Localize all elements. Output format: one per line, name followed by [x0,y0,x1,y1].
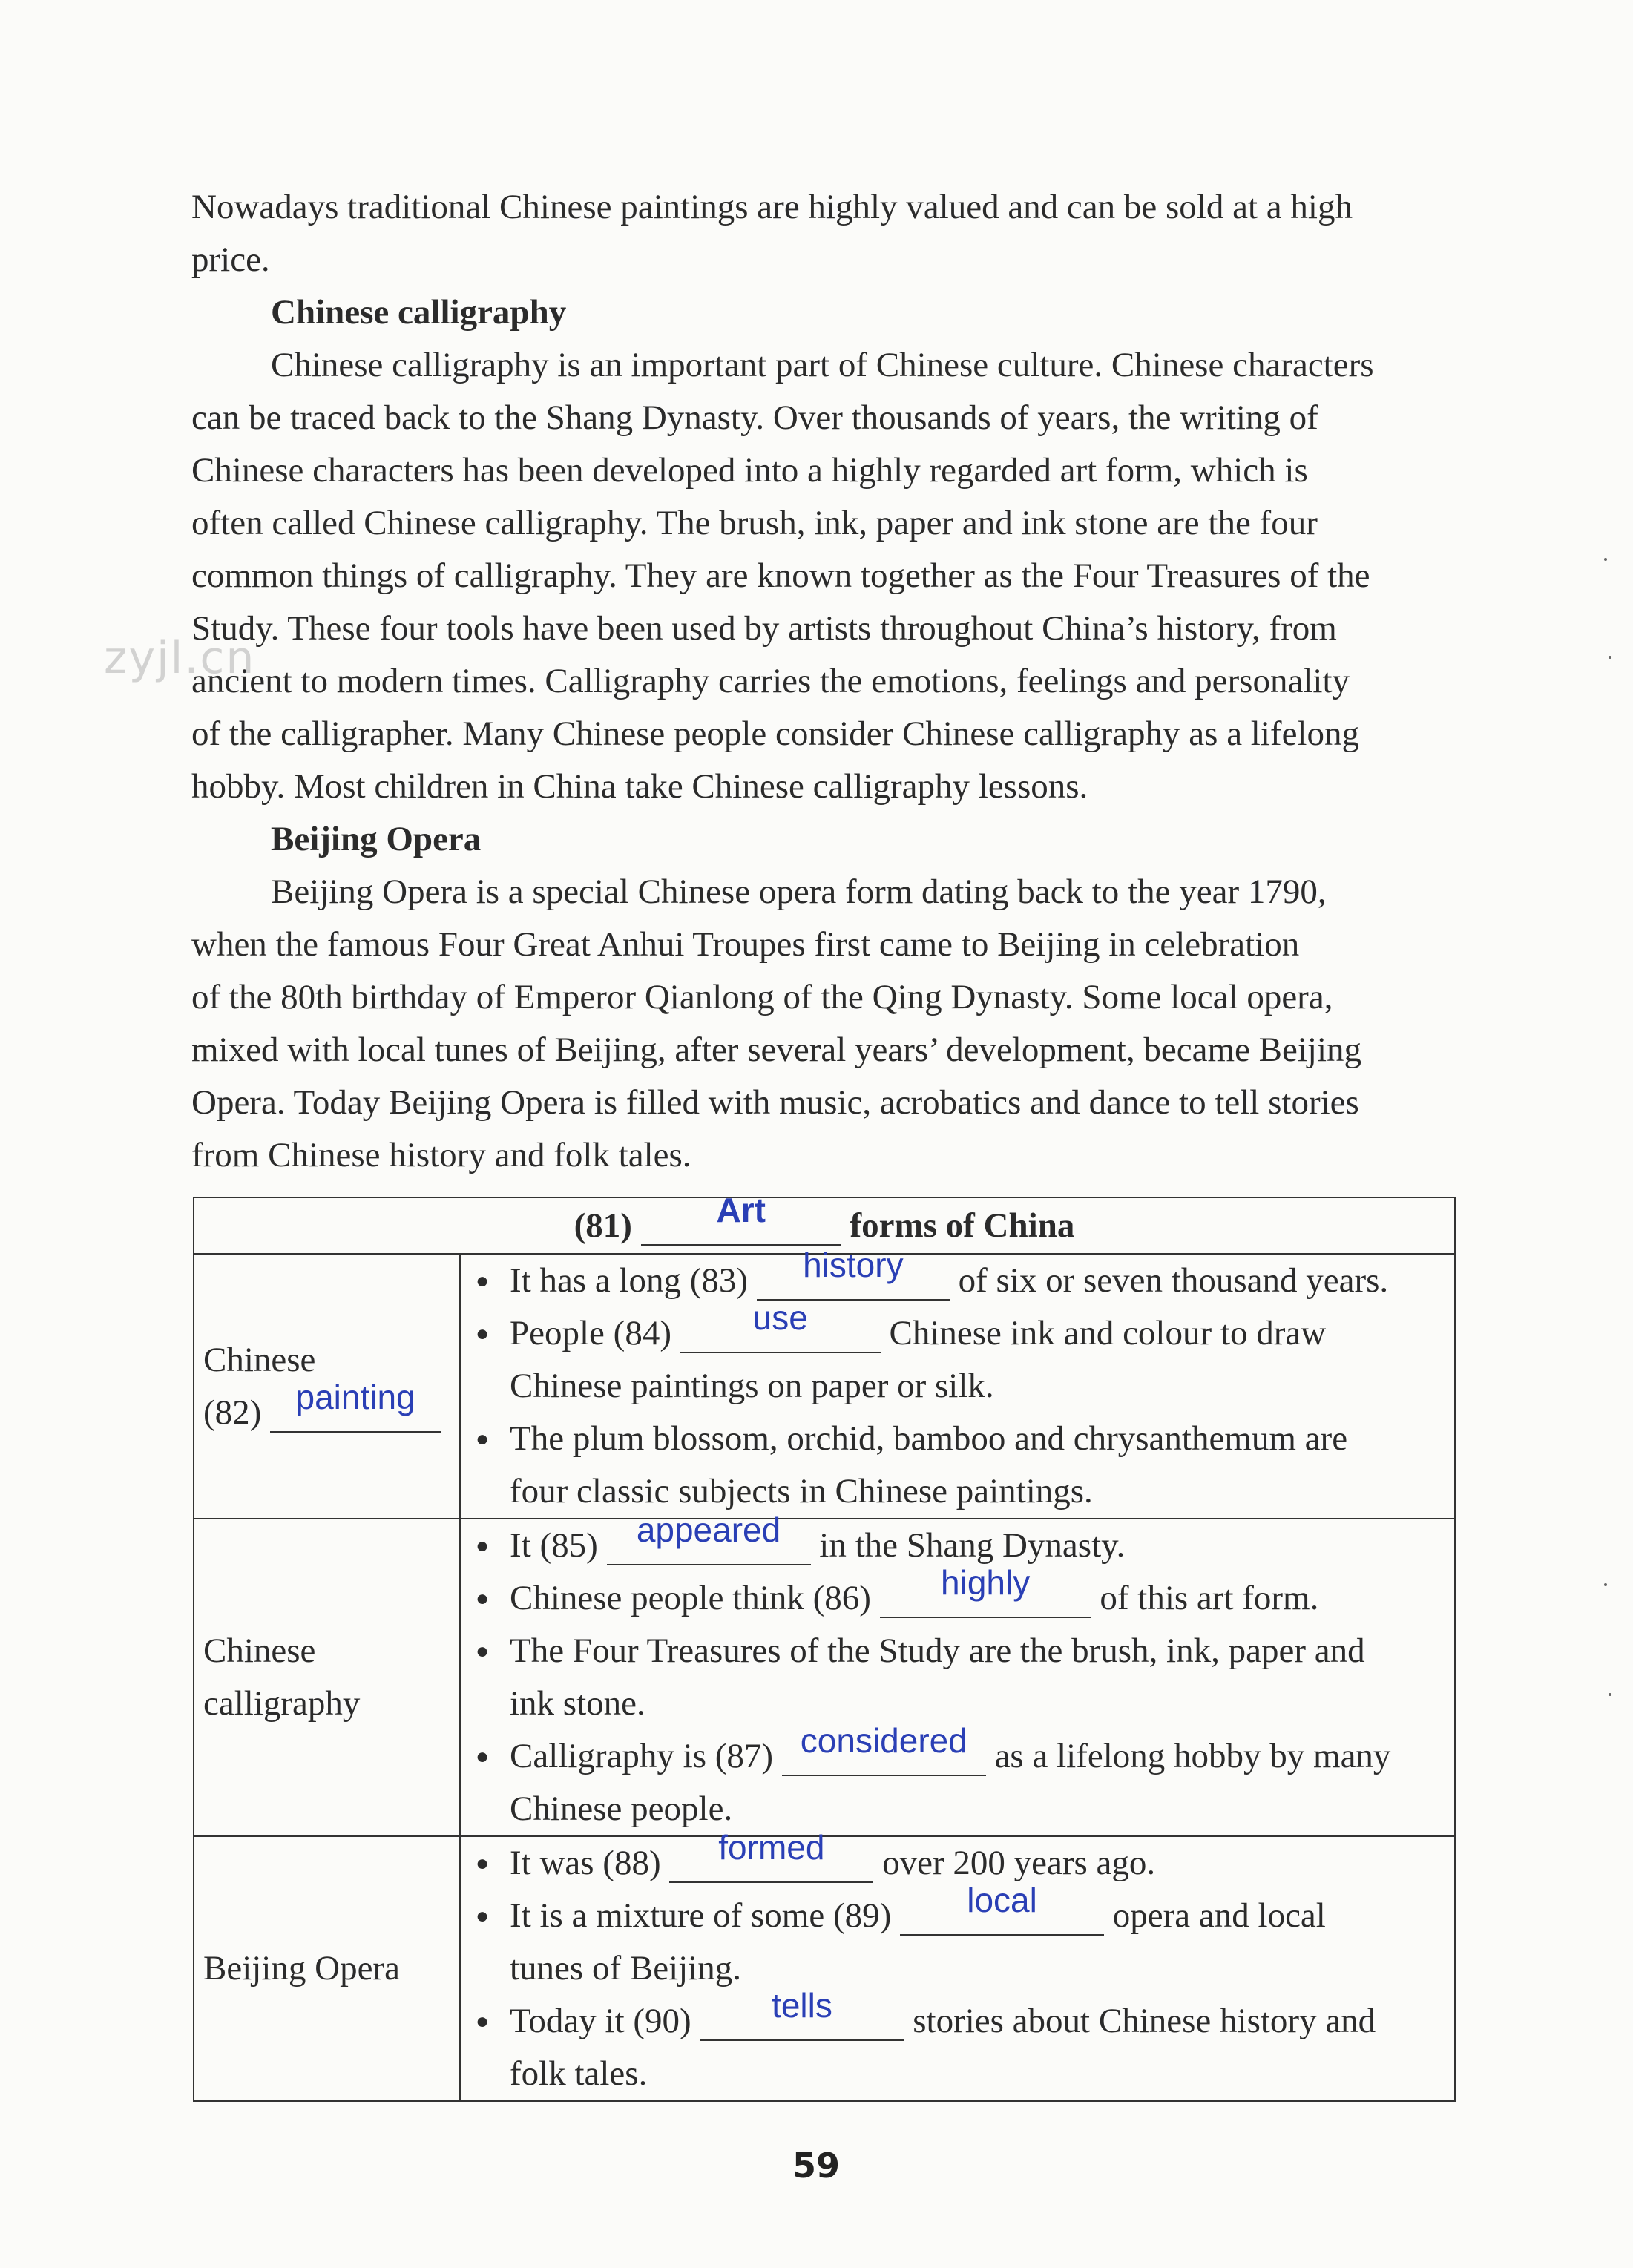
row-label-painting [194,1254,460,1519]
bullet-item: ● Chinese people think (86) highly of this art form. [473,1572,1454,1625]
paragraph-line: when the famous Four Great Anhui Troupes first came to Beijing in celebration [191,925,1300,964]
bullet-list [473,1246,1454,1518]
paragraph-line: Beijing Opera is a special Chinese opera form dating back to the year 1790, [271,872,1327,911]
answer-blank[interactable] [782,1721,986,1776]
paragraph-line: can be traced back to the Shang Dynasty. Over thousands of years, the writing of [191,398,1318,437]
paragraph-line: Chinese calligraphy is an important part of Chinese culture. Chinese characters [271,346,1374,384]
handwritten-answer: use [752,1298,808,1337]
bullet-item: ● People (84) use Chinese ink and colour to draw Chinese paintings on paper or silk. [473,1307,1454,1413]
row-content-opera [460,1828,1455,2101]
paragraph-line: Opera. Today Beijing Opera is filled with music, acrobatics and dance to tell stories [191,1083,1359,1122]
table-row [194,1254,1455,1519]
question-number: (81) [574,1206,632,1245]
handwritten-answer: considered [800,1721,967,1760]
section-heading-opera: Beijing Opera [271,820,482,858]
label-text [203,1377,459,1439]
bullet-item: ● Calligraphy is (87) considered as a lifelong hobby by many Chinese people. [473,1730,1454,1835]
answer-blank[interactable] [880,1563,1091,1618]
watermark: zyjl.cn [104,632,256,684]
paragraph-line: Chinese characters has been developed into a highly regarded art form, which is [191,451,1308,490]
scan-speck [1604,558,1607,561]
bullet-list [473,1828,1454,2100]
paragraph-line: hobby. Most children in China take Chinese calligraphy lessons. [191,767,1088,806]
paragraph-line: ancient to modern times. Calligraphy carries the emotions, feelings and personality [191,662,1350,700]
paragraph-line: of the calligrapher. Many Chinese people consider Chinese calligraphy as a lifelong [191,714,1359,753]
handwritten-answer: highly [941,1563,1031,1602]
bullet-item: ● It (85) appeared in the Shang Dynasty. [473,1519,1454,1572]
bullet-list [473,1511,1454,1835]
bullet-item: ● It was (88) formed over 200 years ago. [473,1837,1454,1890]
answer-blank[interactable] [607,1511,811,1565]
paragraph-line: mixed with local tunes of Beijing, after several years’ development, became Beijing [191,1031,1362,1069]
intro-line: Nowadays traditional Chinese paintings are highly valued and can be sold at a high [191,188,1353,226]
bullet-item: ● Today it (90) tells stories about Chinese history and folk tales. [473,1995,1454,2100]
row-content-calligraphy [460,1511,1455,1836]
page-number: 59 [792,2146,840,2186]
summary-table [193,1190,1456,2102]
scan-speck [1609,1693,1611,1696]
label-text: Chinese [203,1340,316,1379]
header-suffix: forms of China [850,1206,1075,1245]
bullet-item: ● The Four Treasures of the Study are the brush, ink, paper and ink stone. [473,1625,1454,1730]
scan-speck [1604,1583,1607,1586]
intro-paragraph [191,181,1468,286]
question-number: (82) [203,1393,262,1432]
paragraph-line: often called Chinese calligraphy. The brush, ink, paper and ink stone are the four [191,504,1318,542]
handwritten-answer: local [967,1881,1037,1919]
row-label-opera [194,1836,460,2101]
intro-line: price. [191,240,270,279]
answer-blank[interactable] [641,1190,841,1246]
bullet-item: ● The plum blossom, orchid, bamboo and chrysanthemum are four classic subjects in Chinese paintings. [473,1413,1454,1518]
table-row [194,1519,1455,1836]
row-content-painting [460,1246,1455,1519]
bullet-item: ● It has a long (83) history of six or seven thousand years. [473,1255,1454,1307]
handwritten-answer: history [803,1246,904,1284]
scan-speck [1609,656,1611,659]
answer-blank[interactable] [270,1377,441,1433]
handwritten-answer: painting [295,1377,415,1416]
paragraph-line: from Chinese history and folk tales. [191,1136,691,1174]
label-text: Chinese [203,1631,316,1670]
handwritten-answer: appeared [636,1511,781,1549]
answer-blank[interactable] [757,1246,950,1301]
answer-blank[interactable] [900,1881,1104,1936]
handwritten-answer: tells [772,1986,832,2025]
answer-blank[interactable] [680,1298,881,1353]
answer-blank[interactable] [700,1986,904,2041]
table-row [194,1836,1455,2101]
paragraph-line: common things of calligraphy. They are known together as the Four Treasures of the [191,556,1370,595]
calligraphy-section [191,286,1468,813]
handwritten-answer: Art [716,1190,766,1229]
label-text: Beijing Opera [203,1949,400,1988]
section-heading-calligraphy: Chinese calligraphy [271,293,567,332]
row-label-calligraphy [194,1519,460,1836]
handwritten-answer: formed [718,1828,825,1867]
label-text: calligraphy [203,1684,361,1723]
paragraph-line: of the 80th birthday of Emperor Qianlong of the Qing Dynasty. Some local opera, [191,978,1333,1016]
answer-blank[interactable] [669,1828,873,1883]
paragraph-line: Study. These four tools have been used by artists throughout China’s history, from [191,609,1337,648]
opera-section [191,813,1468,1182]
bullet-item: ● It is a mixture of some (89) local opera and local tunes of Beijing. [473,1890,1454,1995]
